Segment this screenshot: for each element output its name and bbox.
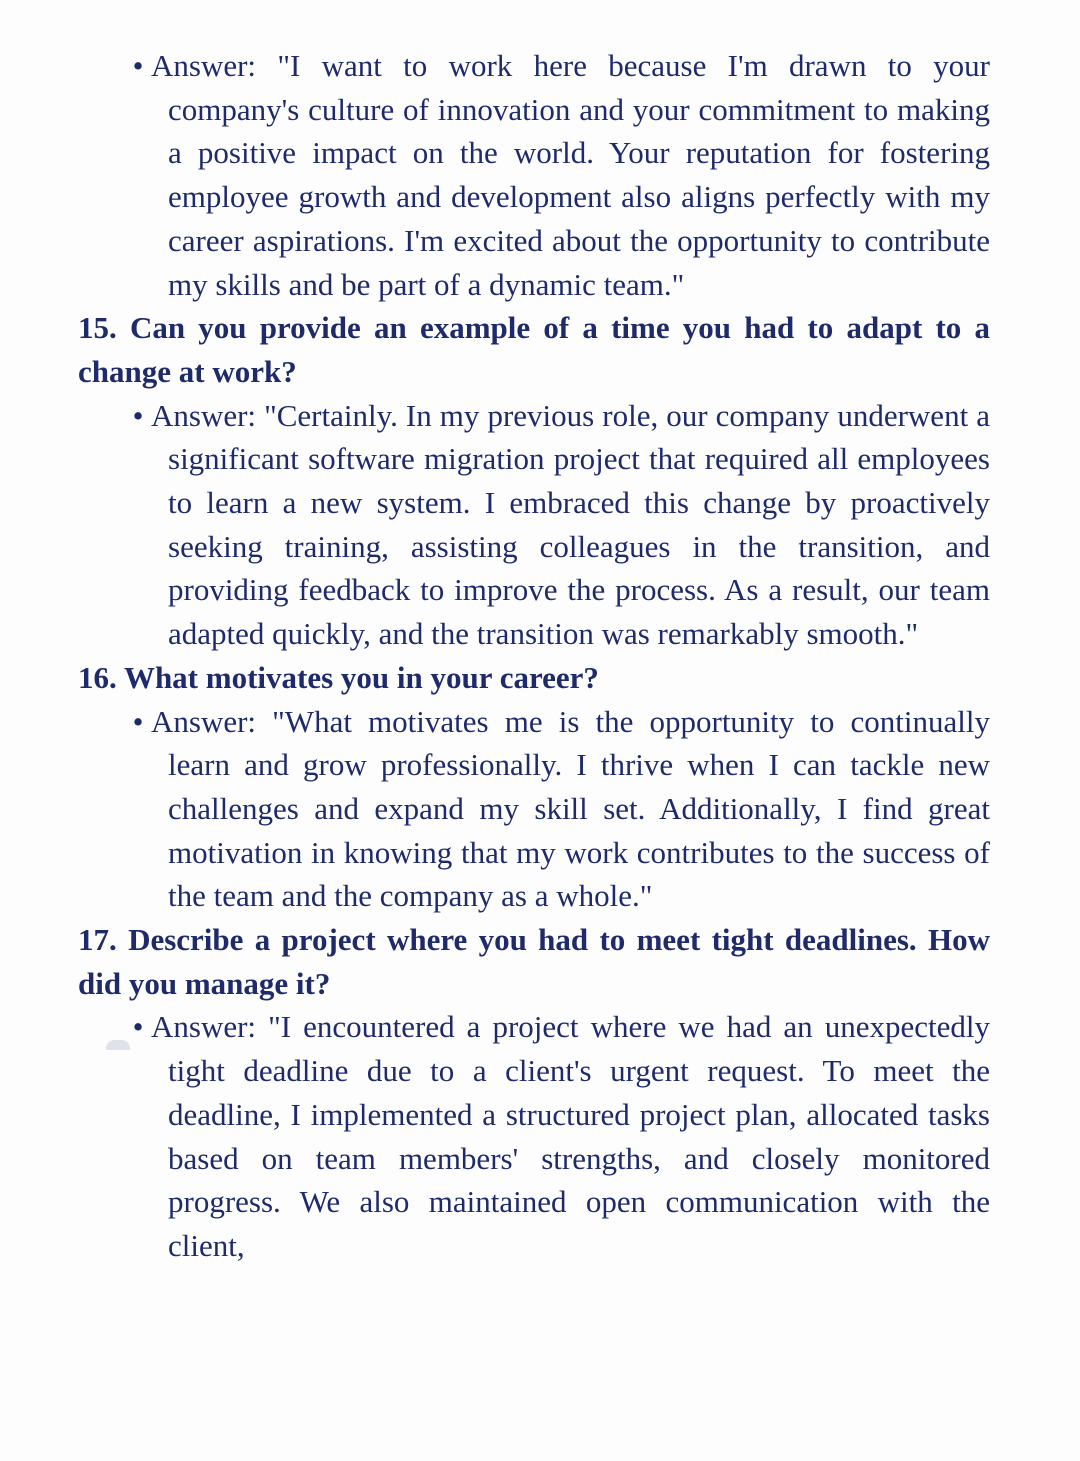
answer-17 [132, 1005, 990, 1267]
document-page [78, 44, 990, 1268]
answer-text: Answer: "I want to work here because I'm drawn to your company's culture of innovation and your commitment to making a positive impact on the world. Your reputation for fostering employee growth and development also aligns perfectly with my career aspirations. I'm excited about the opportunity to contribute my skills and be part of a dynamic team." [151, 48, 990, 302]
answer-14 [132, 44, 990, 306]
page-smudge [106, 1040, 130, 1050]
bullet-icon: • [132, 397, 144, 433]
answer-15 [132, 394, 990, 656]
answer-text: Answer: "Certainly. In my previous role, our company underwent a significant software migration project that required all employees to learn a new system. I embraced this change by proactively seeking training, assisting colleagues in the transition, and providing feedback to improve the process. As a result, our team adapted quickly, and the transition was remarkably smooth." [151, 397, 990, 652]
bullet-icon: • [132, 703, 144, 739]
question-15: 15. Can you provide an example of a time you had to adapt to a change at work? [78, 310, 990, 389]
bullet-icon: • [132, 48, 144, 83]
question-17: 17. Describe a project where you had to meet tight deadlines. How did you manage it? [78, 922, 990, 1001]
answer-text: Answer: "I encountered a project where we had an unexpectedly tight deadline due to a client's urgent request. To meet the deadline, I implemented a structured project plan, allocated tasks based on team members' strengths, and closely monitored progress. We also maintained open communication with the client, [151, 1009, 990, 1263]
question-16: 16. What motivates you in your career? [78, 659, 599, 695]
bullet-icon: • [132, 1009, 144, 1045]
answer-16 [132, 700, 990, 919]
answer-text: Answer: "What motivates me is the opportunity to continually learn and grow professionally. I thrive when I can tackle new challenges and expand my skill set. Additionally, I find great motivation in knowing that my work contributes to the success of the team and the company as a whole." [151, 703, 990, 914]
